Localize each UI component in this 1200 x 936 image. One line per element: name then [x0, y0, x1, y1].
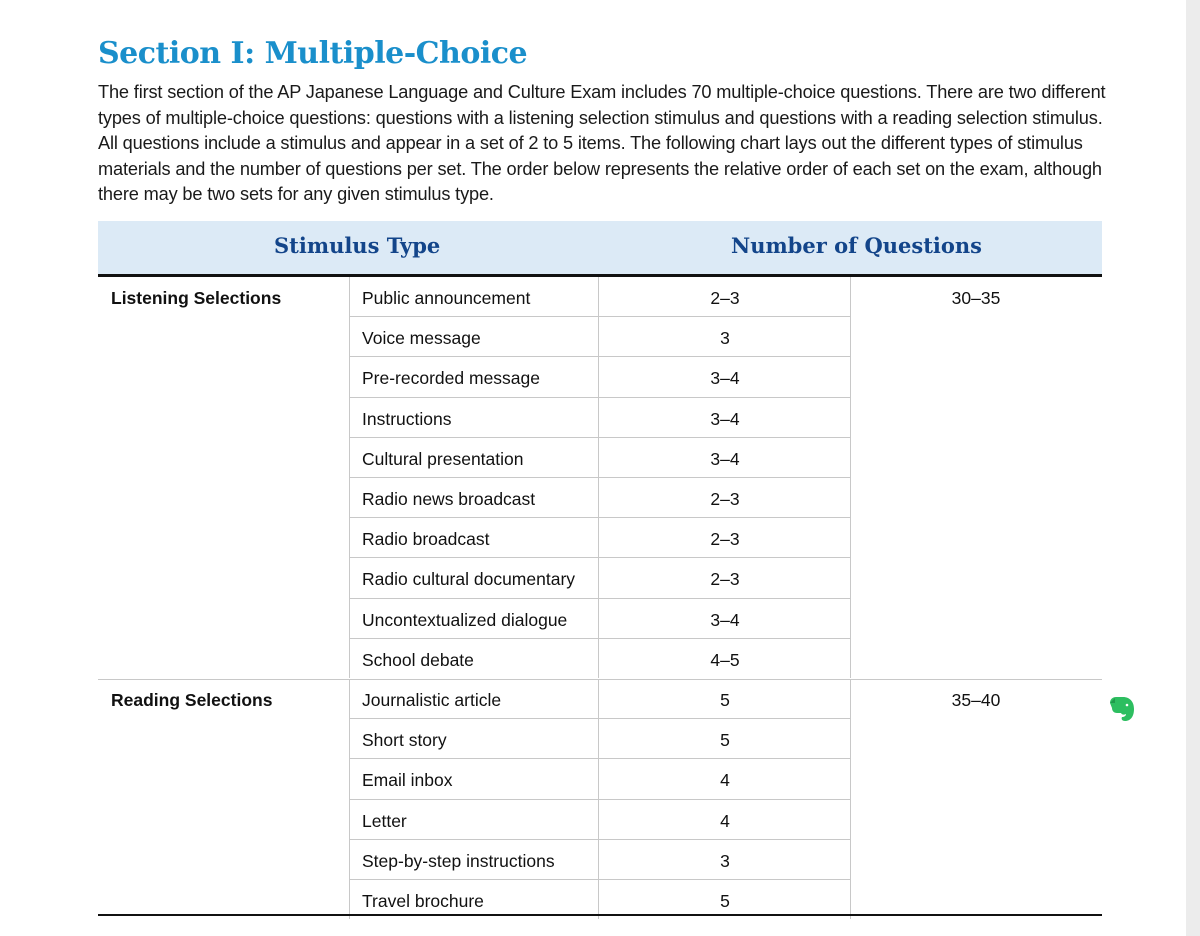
questions-cell: 4–5	[600, 639, 851, 678]
stimulus-cell: Journalistic article	[349, 679, 599, 718]
questions-cell: 3	[600, 317, 851, 356]
stimulus-cell: School debate	[349, 639, 599, 678]
stimulus-cell: Instructions	[349, 398, 599, 437]
stimulus-cell: Pre-recorded message	[349, 357, 599, 396]
table-header	[98, 221, 1102, 277]
stimulus-cell: Uncontextualized dialogue	[349, 599, 599, 638]
table-row	[349, 639, 851, 678]
table-row	[349, 840, 851, 880]
table-row	[349, 759, 851, 799]
table-row	[349, 398, 851, 438]
table-row	[349, 438, 851, 478]
evernote-elephant-icon[interactable]	[1106, 694, 1138, 724]
header-number-of-questions: Number of Questions	[731, 233, 982, 258]
questions-cell: 3–4	[600, 357, 851, 396]
stimulus-cell: Radio news broadcast	[349, 478, 599, 517]
questions-cell: 5	[600, 679, 851, 718]
section-title: Section I: Multiple-Choice	[98, 36, 528, 71]
stimulus-cell: Voice message	[349, 317, 599, 356]
stimulus-cell: Travel brochure	[349, 880, 599, 919]
questions-cell: 2–3	[600, 518, 851, 557]
stimulus-cell: Cultural presentation	[349, 438, 599, 477]
table-row	[349, 599, 851, 639]
questions-cell: 3–4	[600, 599, 851, 638]
table-row	[349, 679, 851, 719]
category-total-questions: 30–35	[951, 288, 1001, 308]
stimulus-cell: Step-by-step instructions	[349, 840, 599, 879]
category-label: Listening Selections	[111, 288, 282, 308]
header-stimulus-type: Stimulus Type	[274, 233, 441, 258]
questions-cell: 3–4	[600, 438, 851, 477]
stimulus-cell: Public announcement	[349, 277, 599, 316]
stimulus-cell: Letter	[349, 800, 599, 839]
table-row	[349, 719, 851, 759]
table-row	[349, 317, 851, 357]
questions-cell: 3	[600, 840, 851, 879]
table-row	[349, 800, 851, 840]
stimulus-cell: Short story	[349, 719, 599, 758]
questions-cell: 2–3	[600, 558, 851, 597]
stimulus-cell: Radio broadcast	[349, 518, 599, 557]
questions-cell: 4	[600, 800, 851, 839]
table-row	[349, 277, 851, 317]
category-total-questions: 35–40	[951, 690, 1001, 710]
table-row	[349, 518, 851, 558]
questions-cell: 5	[600, 719, 851, 758]
stimulus-cell: Radio cultural documentary	[349, 558, 599, 597]
page-edge	[1186, 0, 1200, 936]
stimulus-cell: Email inbox	[349, 759, 599, 798]
table-bottom-rule	[98, 914, 1102, 916]
questions-cell: 2–3	[600, 478, 851, 517]
questions-cell: 4	[600, 759, 851, 798]
table-row	[349, 357, 851, 397]
questions-cell: 5	[600, 880, 851, 919]
category-label: Reading Selections	[111, 690, 273, 710]
section-intro: The first section of the AP Japanese Language and Culture Exam includes 70 multiple-choice questions. There are two different types of multiple-choice questions: questions with a listening selection stimulus and questions with a reading selection stimulus. All questions include a stimulus and appear in a set of 2 to 5 items. The following chart lays out the different types of stimulus materials and the number of questions per set. The order below represents the relative order of each set on the exam, although there may be two sets for any given stimulus type.	[98, 82, 1106, 204]
questions-cell: 3–4	[600, 398, 851, 437]
table-row	[349, 478, 851, 518]
questions-cell: 2–3	[600, 277, 851, 316]
table-row	[349, 558, 851, 598]
